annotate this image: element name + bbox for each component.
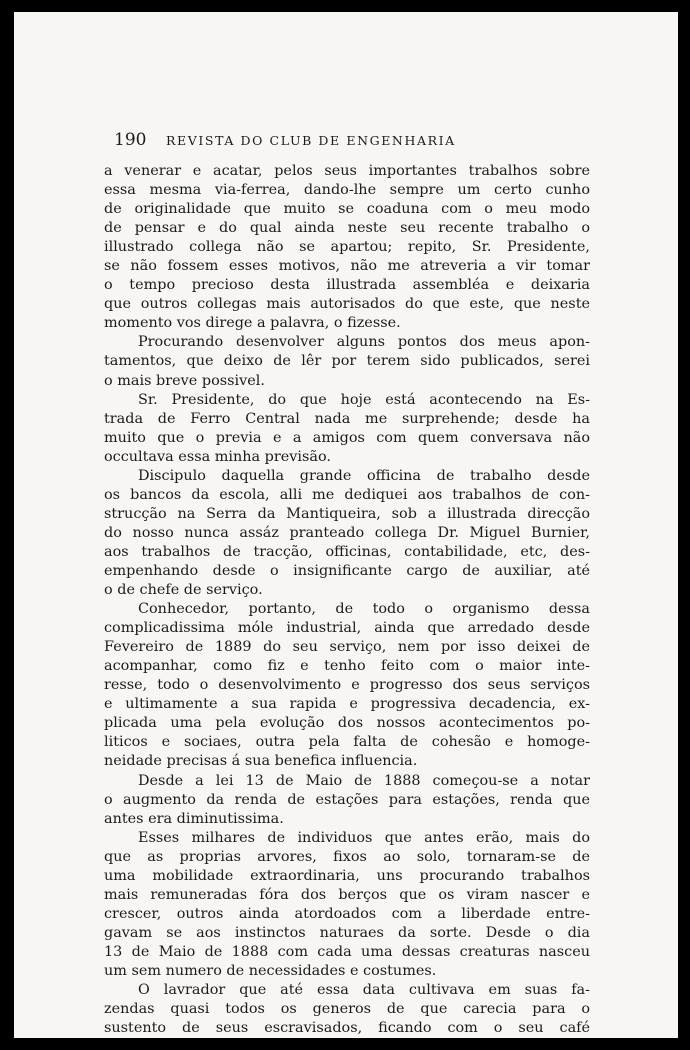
text-line: essa mesma via-ferrea, dando-lhe sempre um certo cunho (104, 182, 590, 199)
text-line: Discipulo daquella grande officina de trabalho desde (138, 467, 590, 484)
text-line: o tempo precioso desta illustrada assembléa e deixaria (104, 277, 590, 294)
text-line: strucção na Serra da Mantiqueira, sob a illustrada direcção (104, 505, 590, 522)
text-line: mais remuneradas fóra dos berços que os viram nascer e (104, 886, 590, 903)
text-line: O lavrador que até essa data cultivava em suas fa- (138, 982, 590, 999)
text-line: resse, todo o desenvolvimento e progresso dos seus serviços (104, 677, 590, 694)
page-header (114, 130, 614, 154)
text-line: Procurando desenvolver alguns pontos dos meus apon- (138, 334, 590, 351)
text-line: illustrado collega não se apartou; repito, Sr. Presidente, (104, 239, 590, 256)
text-line: trada de Ferro Central nada me surprehende; desde ha (104, 410, 590, 427)
text-line: aos trabalhos de tracção, officinas, contabilidade, etc, des- (104, 543, 590, 560)
text-line: tamentos, que deixo de lêr por terem sido publicados, serei (104, 353, 590, 370)
text-line: o mais breve possivel. (104, 372, 265, 389)
text-line: crescer, outros ainda atordoados com a liberdade entre- (104, 905, 590, 922)
text-line: acompanhar, como fiz e tenho feito com o maior inte- (104, 658, 590, 675)
text-line: complicadissima móle industrial, ainda que arredado desde (104, 620, 590, 637)
text-line: plicada uma pela evolução dos nossos acontecimentos po- (104, 715, 590, 732)
text-line: sustento de seus escravisados, ficando com o seu café (104, 1020, 590, 1037)
text-line: momento vos direge a palavra, o fizesse. (104, 315, 401, 332)
text-line: a venerar e acatar, pelos seus importantes trabalhos sobre (104, 163, 590, 179)
text-line: gavam se aos instinctos naturaes da sorte. Desde o dia (104, 924, 590, 941)
text-line: um sem numero de necessidades e costumes. (104, 962, 437, 979)
text-line: zendas quasi todos os generos de que carecia para o (104, 1001, 590, 1018)
text-line: Sr. Presidente, do que hoje está acontecendo na Es- (138, 391, 590, 408)
text-line: muito que o previa e a amigos com quem conversava não (104, 429, 590, 446)
text-line: uma mobilidade extraordinaria, uns procurando trabalhos (104, 867, 590, 884)
running-title: REVISTA DO CLUB DE ENGENHARIA (166, 133, 456, 148)
document-page (14, 12, 678, 1038)
text-line: de originalidade que muito se coaduna com o meu modo (104, 201, 590, 218)
text-line: liticos e sociaes, outra pela falta de cohesão e homoge- (104, 734, 590, 751)
text-line: os bancos da escola, alli me dediquei aos trabalhos de con- (104, 486, 590, 503)
text-line: de pensar e do qual ainda neste seu recente trabalho o (104, 220, 590, 237)
text-line: se não fossem esses motivos, não me atreveria a vir tomar (104, 258, 590, 275)
text-line: Esses milhares de individuos que antes erão, mais do (138, 829, 590, 846)
text-line: occultava essa minha previsão. (104, 448, 331, 465)
text-line: empenhando desde o insignificante cargo de auxiliar, até (104, 562, 590, 579)
text-line: e ultimamente a sua rapida e progressiva decadencia, ex- (104, 696, 590, 713)
text-line: que as proprias arvores, fixos ao solo, tornaram-se de (104, 848, 590, 865)
text-line: que outros collegas mais autorisados do que este, que neste (104, 296, 590, 313)
text-line: 13 de Maio de 1888 com cada uma dessas creaturas nasceu (104, 943, 590, 960)
text-line: o de chefe de serviço. (104, 582, 263, 599)
text-line: antes era diminutissima. (104, 810, 284, 827)
text-line: Desde a lei 13 de Maio de 1888 começou-se a notar (138, 772, 590, 789)
text-line: Fevereiro de 1889 do seu serviço, nem por isso deixei de (104, 639, 590, 656)
page-number: 190 (114, 130, 147, 150)
text-line: o augmento da renda de estações para estações, renda que (104, 791, 590, 808)
text-line: Conhecedor, portanto, de todo o organismo dessa (138, 601, 590, 618)
text-line: do nosso nunca assáz pranteado collega Dr. Miguel Burnier, (104, 524, 590, 541)
text-line: neidade precisas á sua benefica influencia. (104, 753, 418, 770)
body-text (104, 162, 590, 1038)
